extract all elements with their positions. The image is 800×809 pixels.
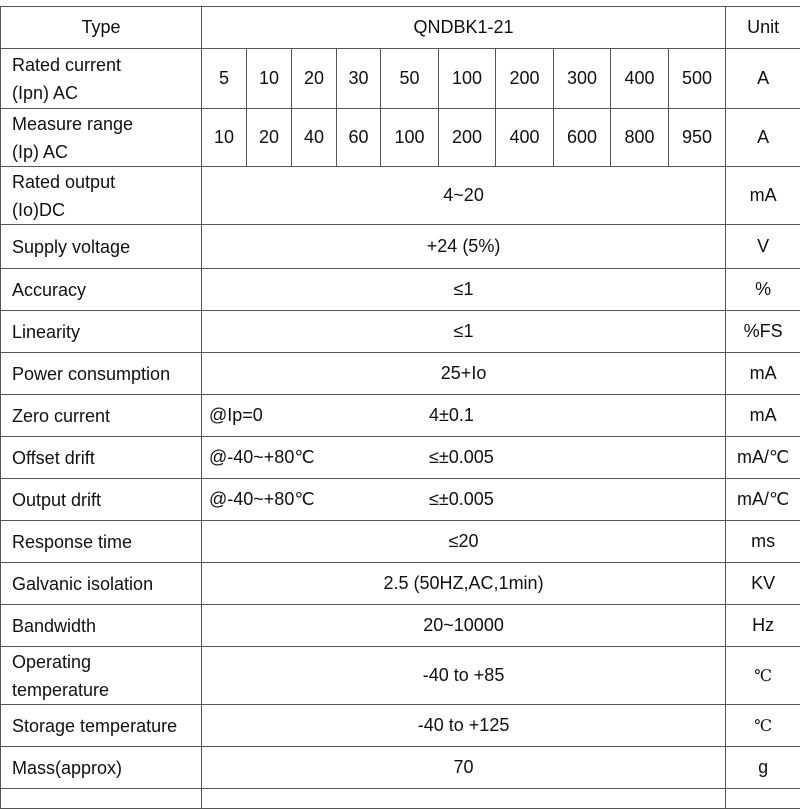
measure-range-row (1, 109, 800, 167)
rated-output-row (1, 167, 800, 225)
measure-range-value: 200 (439, 109, 496, 167)
accuracy-row (1, 269, 800, 311)
bandwidth-row (1, 605, 800, 647)
cut-off-row (1, 789, 800, 809)
storage-temperature-value: -40 to +125 (202, 705, 726, 747)
bandwidth-label: Bandwidth (1, 605, 202, 647)
measure-range-unit: A (726, 109, 800, 167)
power-consumption-unit: mA (726, 353, 800, 395)
response-time-value: ≤20 (202, 521, 726, 563)
offset-drift-label: Offset drift (1, 437, 202, 479)
rated-output-unit: mA (726, 167, 800, 225)
operating-temperature-label: Operating temperature (1, 647, 202, 705)
operating-temperature-value: -40 to +85 (202, 647, 726, 705)
zero-current-cell (202, 395, 726, 437)
measure-range-value: 400 (496, 109, 554, 167)
zero-current-condition: @Ip=0 (202, 405, 379, 426)
response-time-label: Response time (1, 521, 202, 563)
rated-current-value: 500 (669, 49, 726, 109)
output-drift-condition: @-40~+80℃ (202, 489, 379, 510)
storage-temperature-label: Storage temperature (1, 705, 202, 747)
linearity-value: ≤1 (202, 311, 726, 353)
empty-cell (1, 789, 202, 809)
measure-range-value: 100 (381, 109, 439, 167)
rated-current-value: 30 (337, 49, 381, 109)
rated-current-row (1, 49, 800, 109)
output-drift-unit: mA/℃ (726, 479, 800, 521)
rated-current-value: 10 (247, 49, 292, 109)
linearity-row (1, 311, 800, 353)
rated-current-value: 300 (554, 49, 611, 109)
galvanic-isolation-value: 2.5 (50HZ,AC,1min) (202, 563, 726, 605)
output-drift-row (1, 479, 800, 521)
linearity-unit: %FS (726, 311, 800, 353)
output-drift-cell (202, 479, 726, 521)
header-row (1, 7, 800, 49)
bandwidth-value: 20~10000 (202, 605, 726, 647)
rated-current-label: Rated current (Ipn) AC (1, 49, 202, 109)
zero-current-row (1, 395, 800, 437)
power-consumption-label: Power consumption (1, 353, 202, 395)
mass-label: Mass(approx) (1, 747, 202, 789)
mass-value: 70 (202, 747, 726, 789)
zero-current-label: Zero current (1, 395, 202, 437)
offset-drift-row (1, 437, 800, 479)
supply-voltage-value: +24 (5%) (202, 225, 726, 269)
galvanic-isolation-row (1, 563, 800, 605)
rated-current-value: 50 (381, 49, 439, 109)
measure-range-value: 10 (202, 109, 247, 167)
unit-header: Unit (726, 7, 800, 49)
offset-drift-cell (202, 437, 726, 479)
offset-drift-unit: mA/℃ (726, 437, 800, 479)
type-header: Type (1, 7, 202, 49)
mass-row (1, 747, 800, 789)
linearity-label: Linearity (1, 311, 202, 353)
model-header: QNDBK1-21 (202, 7, 726, 49)
operating-temperature-row (1, 647, 800, 705)
bandwidth-unit: Hz (726, 605, 800, 647)
rated-output-value: 4~20 (202, 167, 726, 225)
measure-range-value: 60 (337, 109, 381, 167)
supply-voltage-unit: V (726, 225, 800, 269)
accuracy-unit: % (726, 269, 800, 311)
mass-unit: g (726, 747, 800, 789)
galvanic-isolation-unit: KV (726, 563, 800, 605)
rated-current-value: 200 (496, 49, 554, 109)
measure-range-label: Measure range (Ip) AC (1, 109, 202, 167)
offset-drift-value: ≤±0.005 (379, 447, 726, 468)
offset-drift-condition: @-40~+80℃ (202, 447, 379, 468)
operating-temperature-unit: ℃ (726, 647, 800, 705)
measure-range-value: 40 (292, 109, 337, 167)
measure-range-value: 800 (611, 109, 669, 167)
supply-voltage-label: Supply voltage (1, 225, 202, 269)
output-drift-value: ≤±0.005 (379, 489, 726, 510)
zero-current-value: 4±0.1 (379, 405, 726, 426)
measure-range-value: 20 (247, 109, 292, 167)
empty-cell (726, 789, 800, 809)
storage-temperature-unit: ℃ (726, 705, 800, 747)
measure-range-value: 600 (554, 109, 611, 167)
response-time-row (1, 521, 800, 563)
response-time-unit: ms (726, 521, 800, 563)
power-consumption-value: 25+Io (202, 353, 726, 395)
zero-current-unit: mA (726, 395, 800, 437)
accuracy-value: ≤1 (202, 269, 726, 311)
measure-range-value: 950 (669, 109, 726, 167)
storage-temperature-row (1, 705, 800, 747)
rated-current-value: 5 (202, 49, 247, 109)
empty-cell (202, 789, 726, 809)
accuracy-label: Accuracy (1, 269, 202, 311)
galvanic-isolation-label: Galvanic isolation (1, 563, 202, 605)
rated-output-label: Rated output (Io)DC (1, 167, 202, 225)
output-drift-label: Output drift (1, 479, 202, 521)
spec-table (0, 6, 800, 809)
supply-voltage-row (1, 225, 800, 269)
rated-current-unit: A (726, 49, 800, 109)
rated-current-value: 20 (292, 49, 337, 109)
rated-current-value: 100 (439, 49, 496, 109)
rated-current-value: 400 (611, 49, 669, 109)
power-consumption-row (1, 353, 800, 395)
